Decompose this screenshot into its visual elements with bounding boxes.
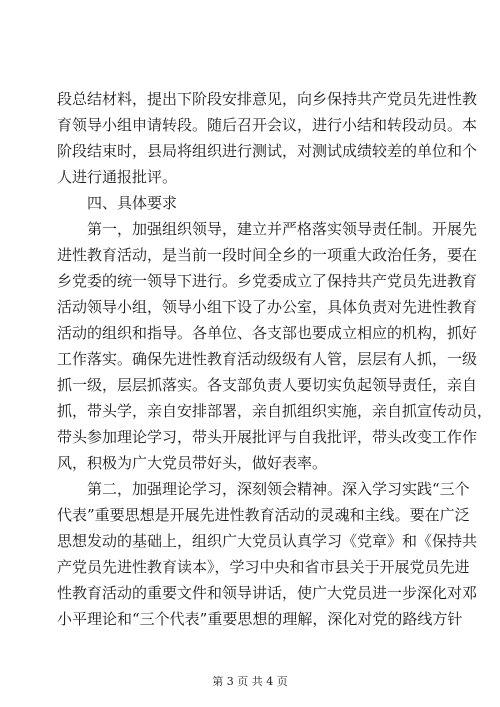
text-line: 段总结材料，提出下阶段安排意见，向乡保持共产党员先进性教 [57, 90, 478, 108]
text-line: 第二，加强理论学习，深刻领会精神。深入学习实践“三个 [57, 480, 470, 498]
text-line: 工作落实。确保先进性教育活动级级有人管，层层有人抓，一级 [57, 350, 478, 368]
text-line: 带头参加理论学习，带头开展批评与自我批评，带头改变工作作 [57, 428, 478, 446]
text-line: 小平理论和“三个代表”重要思想的理解，深化对党的路线方针 [57, 610, 463, 628]
section-heading: 四、具体要求 [57, 194, 178, 212]
text-line: 抓一级，层层抓落实。各支部负责人要切实负起领导责任，亲自 [57, 376, 478, 394]
text-line: 代表”重要思想是开展先进性教育活动的灵魂和主线。要在广泛 [57, 506, 470, 524]
text-line: 抓，带头学，亲自安排部署，亲自抓组织实施，亲自抓宣传动员， [57, 402, 493, 420]
text-line: 产党员先进性教育读本》，学习中央和省市县关于开展党员先进 [57, 558, 470, 576]
text-line: 性教育活动的重要文件和领导讲话，使广大党员进一步深化对邓 [57, 584, 478, 602]
text-line: 进性教育活动，是当前一段时间全乡的一项重大政治任务，要在 [57, 246, 478, 264]
text-line: 乡党委的统一领导下进行。乡党委成立了保持共产党员先进教育 [57, 272, 478, 290]
text-line: 阶段结束时，县局将组织进行测试，对测试成绩较差的单位和个 [57, 142, 478, 160]
text-line: 育领导小组申请转段。随后召开会议，进行小结和转段动员。本 [57, 116, 478, 134]
text-line: 活动领导小组，领导小组下设了办公室，具体负责对先进性教育 [57, 298, 478, 316]
text-line: 思想发动的基础上，组织广大党员认真学习《党章》和《保持共 [57, 532, 478, 550]
text-line: 第一，加强组织领导，建立并严格落实领导责任制。开展先 [57, 220, 478, 238]
text-line: 人进行通报批评。 [57, 168, 178, 186]
text-line: 活动的组织和指导。各单位、各支部也要成立相应的机构，抓好 [57, 324, 478, 342]
page-number: 第 3 页 共 4 页 [212, 675, 288, 688]
text-line: 风，积极为广大党员带好头，做好表率。 [57, 454, 328, 472]
